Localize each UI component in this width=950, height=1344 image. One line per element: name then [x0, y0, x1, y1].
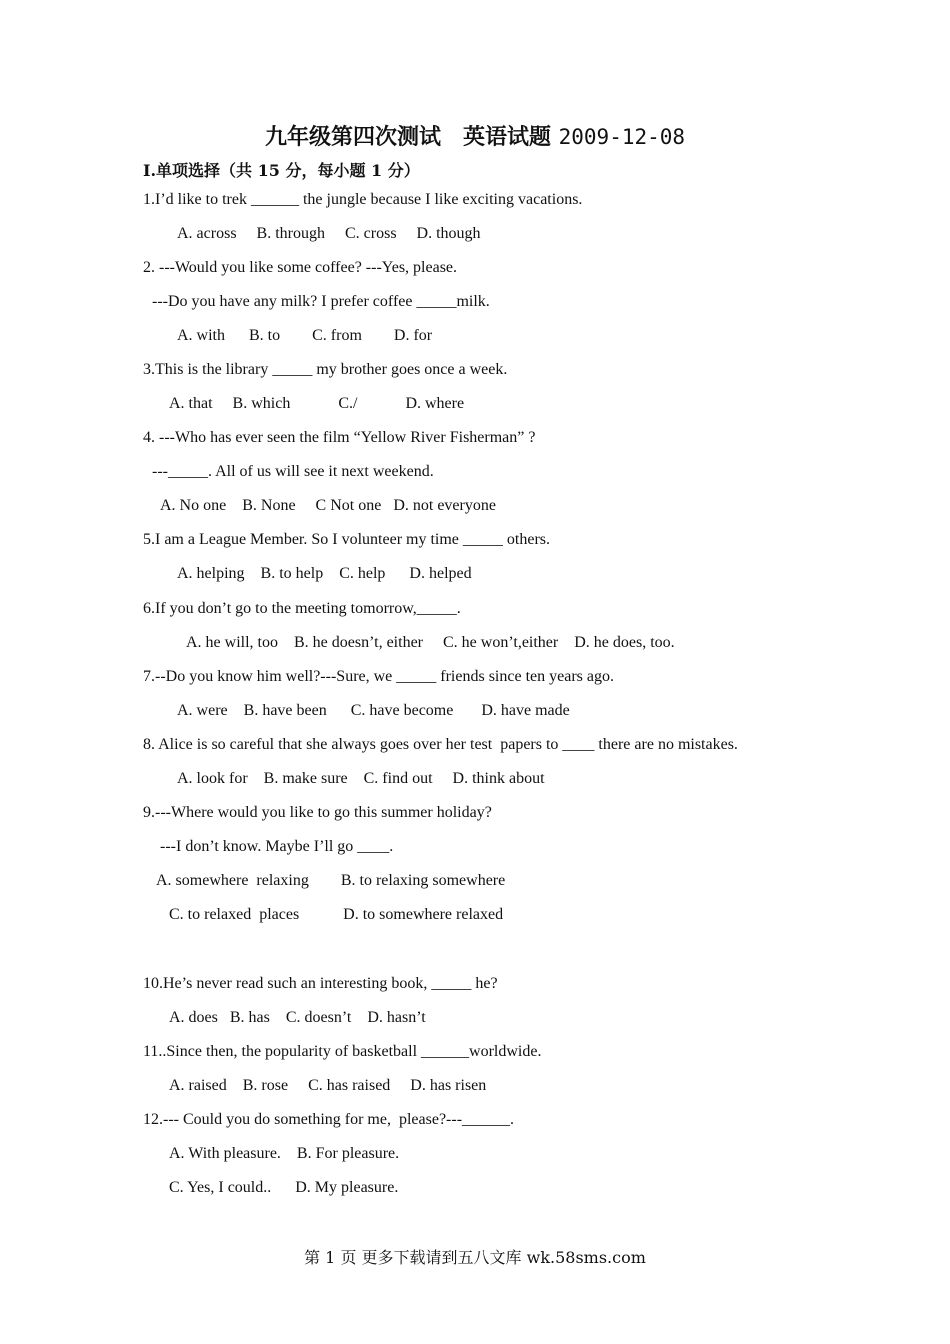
question-10: 10.He’s never read such an interesting book, _____ he?: [143, 975, 498, 992]
question-12: 12.--- Could you do something for me, please?---______.: [143, 1111, 515, 1128]
options-8: A. look for B. make sure C. find out D. think about: [177, 770, 545, 787]
question-6: 6.If you don’t go to the meeting tomorrow,_____.: [143, 600, 461, 617]
question-7: 7.--Do you know him well?---Sure, we _____ friends since ten years ago.: [143, 668, 614, 685]
options-7: A. were B. have been C. have become D. have made: [177, 702, 570, 719]
options-5: A. helping B. to help C. help D. helped: [177, 565, 472, 582]
question-9-cont: ---I don’t know. Maybe I’ll go ____.: [160, 838, 394, 855]
question-2: 2. ---Would you like some coffee? ---Yes, please.: [143, 259, 458, 276]
options-2: A. with B. to C. from D. for: [177, 327, 433, 344]
options-6: A. he will, too B. he doesn’t, either C. he won’t,either D. he does, too.: [186, 634, 675, 651]
question-9: 9.---Where would you like to go this summer holiday?: [143, 804, 492, 821]
options-11: A. raised B. rose C. has raised D. has risen: [169, 1077, 487, 1094]
options-4: A. No one B. None C Not one D. not everyone: [160, 497, 496, 514]
title-date: 2009-12-08: [558, 125, 686, 149]
question-8: 8. Alice is so careful that she always goes over her test papers to ____ there are no mistakes.: [143, 736, 738, 753]
question-11: 11..Since then, the popularity of basketball ______worldwide.: [143, 1043, 542, 1060]
section-heading: I.单项选择（共 15 分，每小题 1 分）: [143, 161, 420, 180]
page-footer: 第 1 页 更多下载请到五八文库 wk.58sms.com: [304, 1248, 646, 1267]
options-12-ab: A. With pleasure. B. For pleasure.: [169, 1145, 400, 1162]
options-12-cd: C. Yes, I could.. D. My pleasure.: [169, 1179, 399, 1196]
options-3: A. that B. which C./ D. where: [169, 395, 465, 412]
question-1: 1.I’d like to trek ______ the jungle because I like exciting vacations.: [143, 191, 583, 208]
question-4-cont: ---_____. All of us will see it next weekend.: [152, 463, 434, 480]
options-9-cd: C. to relaxed places D. to somewhere relaxed: [169, 906, 504, 923]
options-10: A. does B. has C. doesn’t D. hasn’t: [169, 1009, 426, 1026]
options-9-ab: A. somewhere relaxing B. to relaxing somewhere: [156, 872, 506, 889]
question-4: 4. ---Who has ever seen the film “Yellow River Fisherman” ?: [143, 429, 536, 446]
question-2-cont: ---Do you have any milk? I prefer coffee _____milk.: [152, 293, 490, 310]
options-1: A. across B. through C. cross D. though: [177, 225, 481, 242]
title-text: 九年级第四次测试 英语试题: [264, 124, 551, 150]
question-5: 5.I am a League Member. So I volunteer my time _____ others.: [143, 531, 551, 548]
question-3: 3.This is the library _____ my brother goes once a week.: [143, 361, 508, 378]
page-title: [0, 120, 950, 151]
